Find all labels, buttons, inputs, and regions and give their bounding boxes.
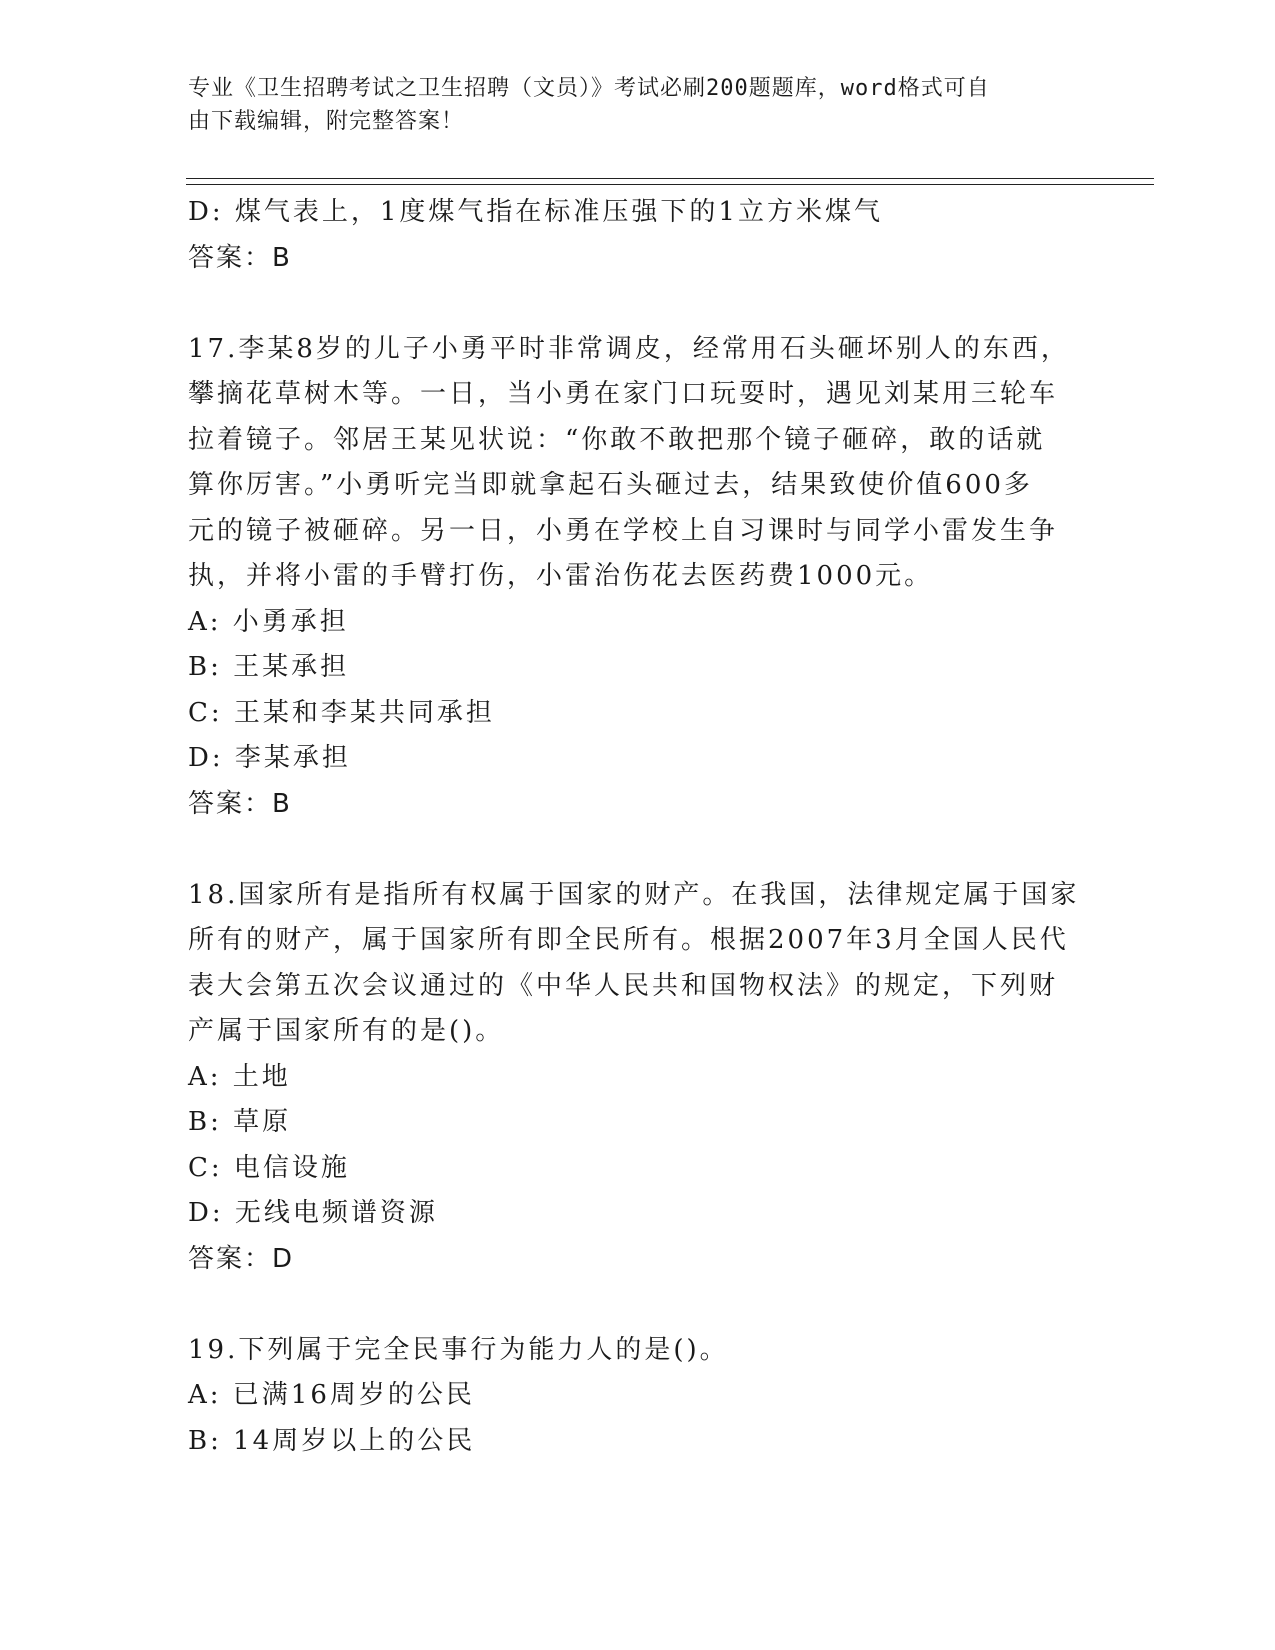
document-body xyxy=(188,190,1088,1464)
question-18 xyxy=(188,873,1088,1283)
answer-line: 答案：B xyxy=(188,788,292,819)
header-line-1: 专业《卫生招聘考试之卫生招聘（文员）》考试必刷200题题库，word格式可自 xyxy=(188,76,990,101)
option-a: A: 已满16周岁的公民 xyxy=(188,1380,475,1410)
question-17 xyxy=(188,327,1088,828)
option-a: A: 小勇承担 xyxy=(188,606,349,637)
previous-question-tail xyxy=(188,190,1088,281)
option-b: B: 王某承担 xyxy=(188,652,350,682)
question-text-line: 执，并将小雷的手臂打伤，小雷治伤花去医药费1000元。 xyxy=(188,561,934,591)
question-text-line: 拉着镜子。邻居王某见状说：“你敢不敢把那个镜子砸碎，敢的话就 xyxy=(188,424,1046,455)
question-text-line: 产属于国家所有的是()。 xyxy=(188,1016,505,1046)
question-19 xyxy=(188,1328,1088,1465)
question-text-line: 元的镜子被砸碎。另一日，小勇在学校上自习课时与同学小雷发生争 xyxy=(188,515,1059,546)
option-d: D: 煤气表上，1度煤气指在标准压强下的1立方米煤气 xyxy=(188,197,883,227)
spacer xyxy=(188,1282,1088,1328)
option-c: C: 电信设施 xyxy=(188,1152,350,1183)
document-header xyxy=(188,72,1088,138)
question-text-line: 18.国家所有是指所有权属于国家的财产。在我国，法律规定属于国家 xyxy=(188,879,1080,910)
option-d: D: 李某承担 xyxy=(188,743,351,773)
header-divider-top xyxy=(186,178,1154,179)
spacer xyxy=(188,827,1088,873)
header-divider-bottom xyxy=(186,184,1154,185)
option-a: A: 土地 xyxy=(188,1061,291,1092)
question-text-line: 表大会第五次会议通过的《中华人民共和国物权法》的规定，下列财 xyxy=(188,970,1059,1001)
option-d: D: 无线电频谱资源 xyxy=(188,1198,438,1228)
option-c: C: 王某和李某共同承担 xyxy=(188,697,495,728)
answer-line: 答案：B xyxy=(188,242,292,273)
spacer xyxy=(188,281,1088,327)
question-text-line: 19.下列属于完全民事行为能力人的是()。 xyxy=(188,1334,729,1365)
question-text-line: 17.李某8岁的儿子小勇平时非常调皮，经常用石头砸坏别人的东西， xyxy=(188,333,1070,364)
option-b: B: 14周岁以上的公民 xyxy=(188,1425,476,1456)
option-b: B: 草原 xyxy=(188,1107,292,1137)
question-text-line: 攀摘花草树木等。一日，当小勇在家门口玩耍时，遇见刘某用三轮车 xyxy=(188,379,1059,409)
question-text-line: 所有的财产，属于国家所有即全民所有。根据2007年3月全国人民代 xyxy=(188,925,1069,955)
header-line-2: 由下载编辑，附完整答案！ xyxy=(188,109,465,134)
answer-line: 答案：D xyxy=(188,1243,295,1274)
question-text-line: 算你厉害。”小勇听完当即就拿起石头砸过去，结果致使价值600多 xyxy=(188,470,1033,500)
